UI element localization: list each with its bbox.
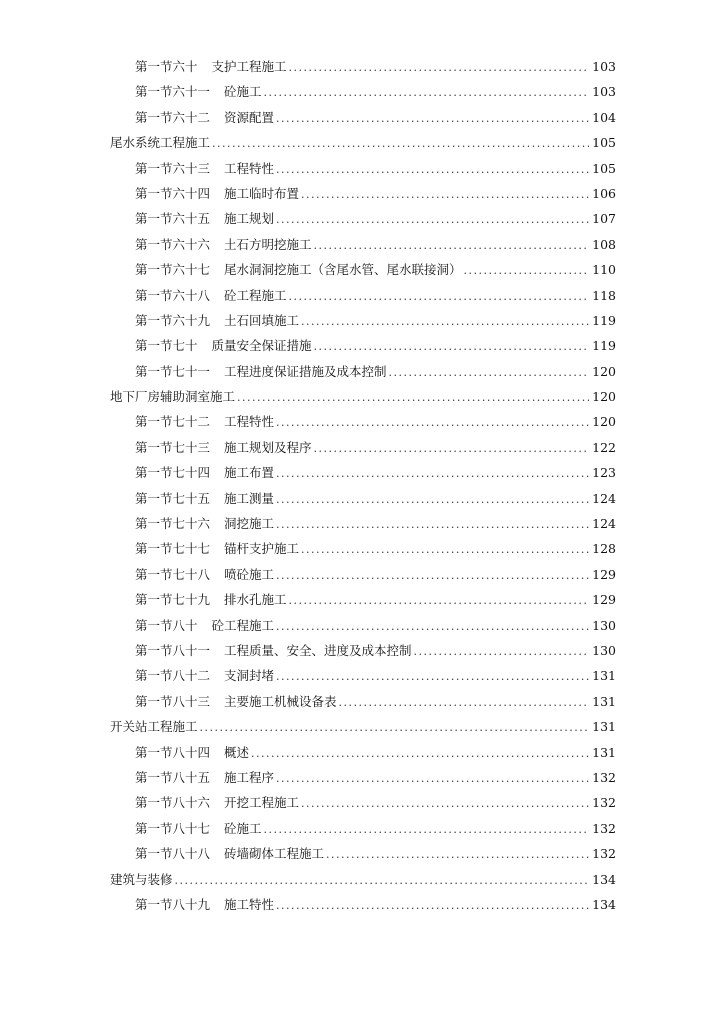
toc-entry-section[interactable]	[110, 819, 616, 844]
entry-title: 锚杆支护施工	[224, 541, 300, 557]
section-number: 第一节六十九	[135, 312, 211, 328]
toc-entry-section[interactable]	[110, 743, 616, 768]
page-number: 119	[592, 312, 616, 328]
entry-title: 砼工程施工	[211, 617, 275, 633]
entry-title: 喷砼施工	[224, 566, 275, 582]
entry-title: 尾水系统工程施工	[110, 135, 211, 151]
toc-entry-section[interactable]	[110, 463, 616, 488]
section-number: 第一节八十九	[135, 896, 211, 912]
page-number: 120	[592, 414, 616, 430]
dot-leader	[276, 670, 589, 683]
page-number: 131	[592, 719, 616, 735]
entry-title: 施工特性	[224, 896, 275, 912]
dot-leader	[237, 391, 589, 404]
toc-entry-section[interactable]	[110, 793, 616, 818]
section-number: 第一节八十五	[135, 769, 211, 785]
dot-leader	[389, 366, 590, 379]
toc-entry-chapter[interactable]	[110, 717, 616, 742]
dot-leader	[276, 416, 589, 429]
dot-leader	[276, 518, 589, 531]
dot-leader	[200, 721, 590, 734]
toc-entry-section[interactable]	[110, 57, 616, 82]
entry-title: 工程特性	[224, 160, 275, 176]
dot-leader	[276, 493, 589, 506]
entry-title: 施工程序	[224, 769, 275, 785]
toc-entry-section[interactable]	[110, 514, 616, 539]
entry-title: 施工测量	[224, 490, 275, 506]
entry-title: 排水孔施工	[224, 592, 287, 608]
section-number: 第一节七十五	[135, 490, 211, 506]
page-number: 118	[592, 287, 616, 303]
section-number: 第一节七十	[135, 338, 198, 354]
dot-leader	[276, 620, 589, 633]
entry-title: 施工临时布置	[224, 185, 300, 201]
dot-leader	[289, 290, 590, 303]
entry-title: 地下厂房辅助洞室施工	[110, 389, 236, 405]
toc-entry-section[interactable]	[110, 768, 616, 793]
page-number: 120	[592, 363, 616, 379]
page-number: 103	[592, 59, 616, 74]
section-number: 第一节六十六	[135, 236, 211, 252]
toc-entry-section[interactable]	[110, 412, 616, 437]
page-number: 132	[592, 795, 616, 811]
toc-entry-section[interactable]	[110, 692, 616, 717]
page-number: 107	[592, 211, 616, 227]
dot-leader	[301, 797, 589, 810]
section-number: 第一节八十三	[135, 693, 211, 709]
page-number: 129	[592, 592, 616, 608]
dot-leader	[276, 163, 589, 176]
dot-leader	[301, 188, 589, 201]
section-number: 第一节六十八	[135, 287, 211, 303]
section-number: 第一节七十四	[135, 465, 211, 481]
dot-leader	[314, 239, 590, 252]
toc-entry-section[interactable]	[110, 82, 616, 107]
entry-title: 支护工程施工	[211, 59, 287, 74]
toc-entry-section[interactable]	[110, 895, 616, 920]
section-number: 第一节六十二	[135, 109, 211, 125]
page-number: 122	[592, 439, 616, 455]
toc-entry-section[interactable]	[110, 260, 616, 285]
section-number: 第一节八十八	[135, 846, 211, 862]
page-number: 103	[592, 84, 616, 100]
page-number: 110	[592, 262, 616, 278]
page-number: 130	[592, 617, 616, 633]
dot-leader	[301, 543, 589, 556]
section-number: 第一节七十一	[135, 363, 211, 379]
section-number: 第一节八十二	[135, 668, 211, 684]
page-number: 108	[592, 236, 616, 252]
page-number: 134	[592, 896, 616, 912]
entry-title: 洞挖施工	[224, 516, 275, 532]
toc-entry-section[interactable]	[110, 590, 616, 615]
page-number: 132	[592, 846, 616, 862]
dot-leader	[276, 569, 589, 582]
dot-leader	[339, 696, 590, 709]
section-number: 第一节七十六	[135, 516, 211, 532]
page-number: 104	[592, 109, 616, 125]
page-number: 105	[592, 160, 616, 176]
page-number: 131	[592, 744, 616, 760]
toc-entry-chapter[interactable]	[110, 870, 616, 895]
section-number: 第一节七十七	[135, 541, 211, 557]
section-number: 第一节八十四	[135, 744, 211, 760]
toc-entry-section[interactable]	[110, 565, 616, 590]
page-number: 119	[592, 338, 616, 354]
section-number: 第一节六十	[135, 59, 198, 74]
entry-title: 工程质量、安全、进度及成本控制	[224, 642, 412, 658]
page-number: 106	[592, 185, 616, 201]
toc-entry-section[interactable]	[110, 108, 616, 133]
page-number: 131	[592, 693, 616, 709]
page-number: 124	[592, 516, 616, 532]
entry-title: 建筑与装修	[110, 871, 173, 887]
dot-leader	[289, 594, 590, 607]
section-number: 第一节六十一	[135, 84, 211, 100]
section-number: 第一节六十五	[135, 211, 211, 227]
toc-entry-section[interactable]	[110, 539, 616, 564]
toc-entry-section[interactable]	[110, 438, 616, 463]
section-number: 第一节八十一	[135, 642, 211, 658]
section-number: 第一节八十七	[135, 820, 211, 836]
dot-leader	[301, 315, 589, 328]
toc-entry-chapter[interactable]	[110, 387, 616, 412]
entry-title: 施工布置	[224, 465, 275, 481]
dot-leader	[276, 899, 589, 912]
section-number: 第一节七十三	[135, 439, 211, 455]
entry-title: 资源配置	[224, 109, 275, 125]
page-number: 124	[592, 490, 616, 506]
dot-leader	[276, 112, 589, 125]
entry-title: 施工规划	[224, 211, 275, 227]
entry-title: 施工规划及程序	[224, 439, 312, 455]
dot-leader	[251, 747, 589, 760]
toc-entry-section[interactable]	[110, 286, 616, 311]
page-number: 128	[592, 541, 616, 557]
page-number: 123	[592, 465, 616, 481]
page-number: 105	[592, 135, 616, 151]
entry-title: 工程进度保证措施及成本控制	[224, 363, 387, 379]
page-number: 132	[592, 769, 616, 785]
entry-title: 尾水洞洞挖施工（含尾水管、尾水联接洞）	[224, 262, 462, 278]
toc-entry-section[interactable]	[110, 159, 616, 184]
entry-title: 主要施工机械设备表	[224, 693, 337, 709]
toc-entry-section[interactable]	[110, 184, 616, 209]
section-number: 第一节八十	[135, 617, 198, 633]
entry-title: 开挖工程施工	[224, 795, 300, 811]
dot-leader	[326, 848, 589, 861]
section-number: 第一节七十九	[135, 592, 211, 608]
dot-leader	[464, 264, 590, 277]
entry-title: 工程特性	[224, 414, 275, 430]
entry-title: 砼工程施工	[224, 287, 287, 303]
toc-entry-section[interactable]	[110, 641, 616, 666]
section-number: 第一节六十三	[135, 160, 211, 176]
entry-title: 砼施工	[224, 84, 262, 100]
section-number: 第一节七十八	[135, 566, 211, 582]
section-number: 第一节八十六	[135, 795, 211, 811]
toc-entry-section[interactable]	[110, 666, 616, 691]
entry-title: 砼施工	[224, 820, 262, 836]
table-of-contents	[110, 57, 616, 920]
section-number: 第一节七十二	[135, 414, 211, 430]
toc-entry-section[interactable]	[110, 235, 616, 260]
entry-title: 土石方明挖施工	[224, 236, 312, 252]
dot-leader	[314, 442, 590, 455]
page-number: 131	[592, 668, 616, 684]
dot-leader	[276, 213, 589, 226]
toc-entry-section[interactable]	[110, 336, 616, 361]
dot-leader	[264, 86, 590, 99]
dot-leader	[289, 61, 590, 74]
section-number: 第一节六十四	[135, 185, 211, 201]
dot-leader	[314, 340, 590, 353]
entry-title: 开关站工程施工	[110, 719, 198, 735]
dot-leader	[276, 772, 589, 785]
entry-title: 支洞封堵	[224, 668, 275, 684]
toc-entry-section[interactable]	[110, 311, 616, 336]
section-number: 第一节六十七	[135, 262, 211, 278]
page-number: 120	[592, 389, 616, 405]
page-number: 129	[592, 566, 616, 582]
toc-entry-chapter[interactable]	[110, 133, 616, 158]
dot-leader	[264, 823, 590, 836]
dot-leader	[414, 645, 590, 658]
dot-leader	[276, 467, 589, 480]
toc-entry-section[interactable]	[110, 489, 616, 514]
page-number: 132	[592, 820, 616, 836]
entry-title: 质量安全保证措施	[211, 338, 312, 354]
dot-leader	[212, 137, 589, 150]
page-number: 134	[592, 871, 616, 887]
toc-entry-section[interactable]	[110, 844, 616, 869]
toc-entry-section[interactable]	[110, 362, 616, 387]
page-number: 130	[592, 642, 616, 658]
dot-leader	[175, 874, 590, 887]
entry-title: 土石回填施工	[224, 312, 300, 328]
entry-title: 砖墙砌体工程施工	[224, 846, 325, 862]
entry-title: 概述	[224, 744, 250, 760]
toc-entry-section[interactable]	[110, 616, 616, 641]
toc-entry-section[interactable]	[110, 209, 616, 234]
